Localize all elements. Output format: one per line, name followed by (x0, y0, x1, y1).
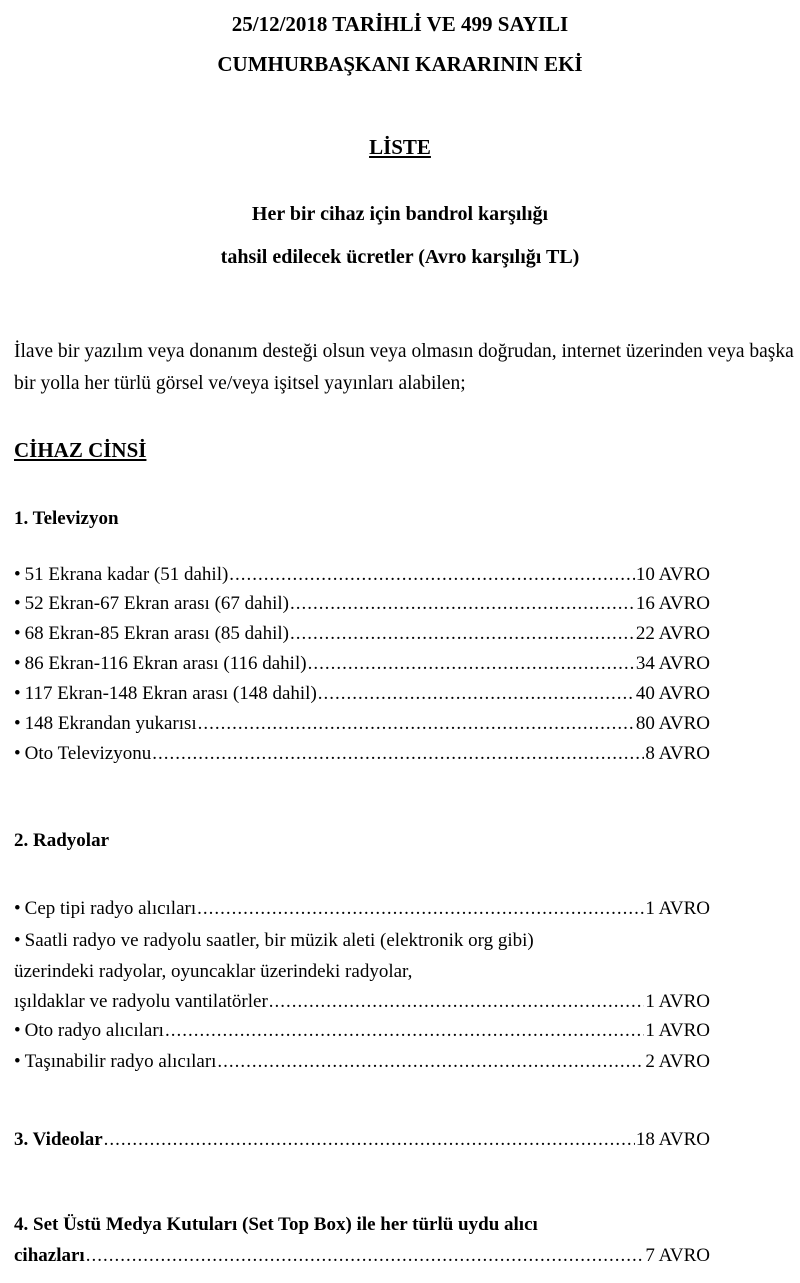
fee-value: 8 AVRO (645, 743, 710, 764)
fee-value: 80 AVRO (635, 713, 710, 734)
fee-label: 86 Ekran-116 Ekran arası (116 dahil) (24, 653, 307, 674)
fee-label: cihazları (14, 1245, 85, 1266)
fee-label: Taşınabilir radyo alıcıları (24, 1051, 217, 1072)
fee-label: ışıldaklar ve radyolu vantilatörler (14, 991, 268, 1012)
fee-value: 1 AVRO (645, 898, 710, 919)
dot-leader (290, 622, 635, 646)
fee-label: 3. Videolar (14, 1129, 103, 1150)
dot-leader (269, 990, 645, 1014)
bullet-icon: • (14, 653, 21, 674)
device-type-heading: CİHAZ CİNSİ (14, 438, 147, 462)
fee-value: 16 AVRO (635, 593, 710, 614)
dot-leader (217, 1050, 644, 1074)
fee-value: 1 AVRO (645, 1020, 710, 1041)
dot-leader (308, 652, 635, 676)
bullet-icon: • (14, 930, 21, 951)
bullet-icon: • (14, 713, 21, 734)
fee-row (14, 682, 710, 706)
fee-label: 117 Ekran-148 Ekran arası (148 dahil) (24, 683, 317, 704)
fee-label: 68 Ekran-85 Ekran arası (85 dahil) (24, 623, 289, 644)
dot-leader (318, 682, 635, 706)
bullet-icon: • (14, 1020, 21, 1041)
fee-label-line-1: Saatli radyo ve radyolu saatler, bir müzik aleti (elektronik org gibi) (24, 930, 534, 951)
dot-leader (229, 563, 635, 587)
bullet-icon: • (14, 564, 21, 585)
fee-value: 40 AVRO (635, 683, 710, 704)
fee-value: 22 AVRO (635, 623, 710, 644)
bullet-icon: • (14, 683, 21, 704)
dot-leader (290, 592, 635, 616)
fee-value: 1 AVRO (645, 991, 710, 1012)
dot-leader (198, 712, 635, 736)
fee-label: 148 Ekrandan yukarısı (24, 713, 197, 734)
fee-label: Oto radyo alıcıları (24, 1020, 164, 1041)
category-title-televizyon: 1. Televizyon (14, 508, 119, 529)
dot-leader (197, 897, 644, 921)
dot-leader (104, 1128, 635, 1152)
bullet-icon: • (14, 898, 21, 919)
fee-label: Cep tipi radyo alıcıları (24, 898, 197, 919)
fee-row (14, 622, 710, 646)
fee-row (14, 563, 710, 587)
fee-row-settop (14, 1244, 710, 1268)
subtitle-line-2: tahsil edilecek ücretler (Avro karşılığı TL) (220, 246, 580, 268)
fee-row (14, 990, 710, 1014)
fee-label: 51 Ekrana kadar (51 dahil) (24, 564, 229, 585)
fee-row (14, 592, 710, 616)
fee-value: 2 AVRO (645, 1051, 710, 1072)
fee-label-line-2: üzerindeki radyolar, oyuncaklar üzerindeki radyolar, (14, 961, 413, 982)
fee-row (14, 712, 710, 736)
decree-title-line-1: 25/12/2018 TARİHLİ VE 499 SAYILI (231, 12, 569, 36)
dot-leader (86, 1244, 645, 1268)
dot-leader (165, 1019, 644, 1043)
intro-paragraph: İlave bir yazılım veya donanım desteği olsun veya olmasın doğrudan, internet üzerinden veya başka bir yolla her türlü görsel ve/veya işitsel yayınları alabilen; (14, 341, 794, 394)
bullet-icon: • (14, 623, 21, 644)
fee-row (14, 897, 710, 921)
fee-label: 52 Ekran-67 Ekran arası (67 dahil) (24, 593, 289, 614)
subtitle-line-1: Her bir cihaz için bandrol karşılığı (251, 203, 549, 225)
category-title-radyolar: 2. Radyolar (14, 830, 109, 851)
fee-row (14, 652, 710, 676)
bullet-icon: • (14, 1051, 21, 1072)
category-title-settop: 4. Set Üstü Medya Kutuları (Set Top Box) ile her türlü uydu alıcı (14, 1214, 538, 1235)
fee-label-multiline (14, 929, 534, 953)
fee-value: 18 AVRO (635, 1129, 710, 1150)
fee-value: 10 AVRO (635, 564, 710, 585)
fee-row (14, 1050, 710, 1074)
fee-row (14, 742, 710, 766)
fee-value: 7 AVRO (645, 1245, 710, 1266)
fee-row (14, 1019, 710, 1043)
list-heading: LİSTE (369, 135, 431, 159)
fee-value: 34 AVRO (635, 653, 710, 674)
decree-title-line-2: CUMHURBAŞKANI KARARININ EKİ (217, 52, 583, 76)
fee-row-videolar (14, 1128, 710, 1152)
bullet-icon: • (14, 743, 21, 764)
dot-leader (152, 742, 644, 766)
bullet-icon: • (14, 593, 21, 614)
fee-label: Oto Televizyonu (24, 743, 152, 764)
